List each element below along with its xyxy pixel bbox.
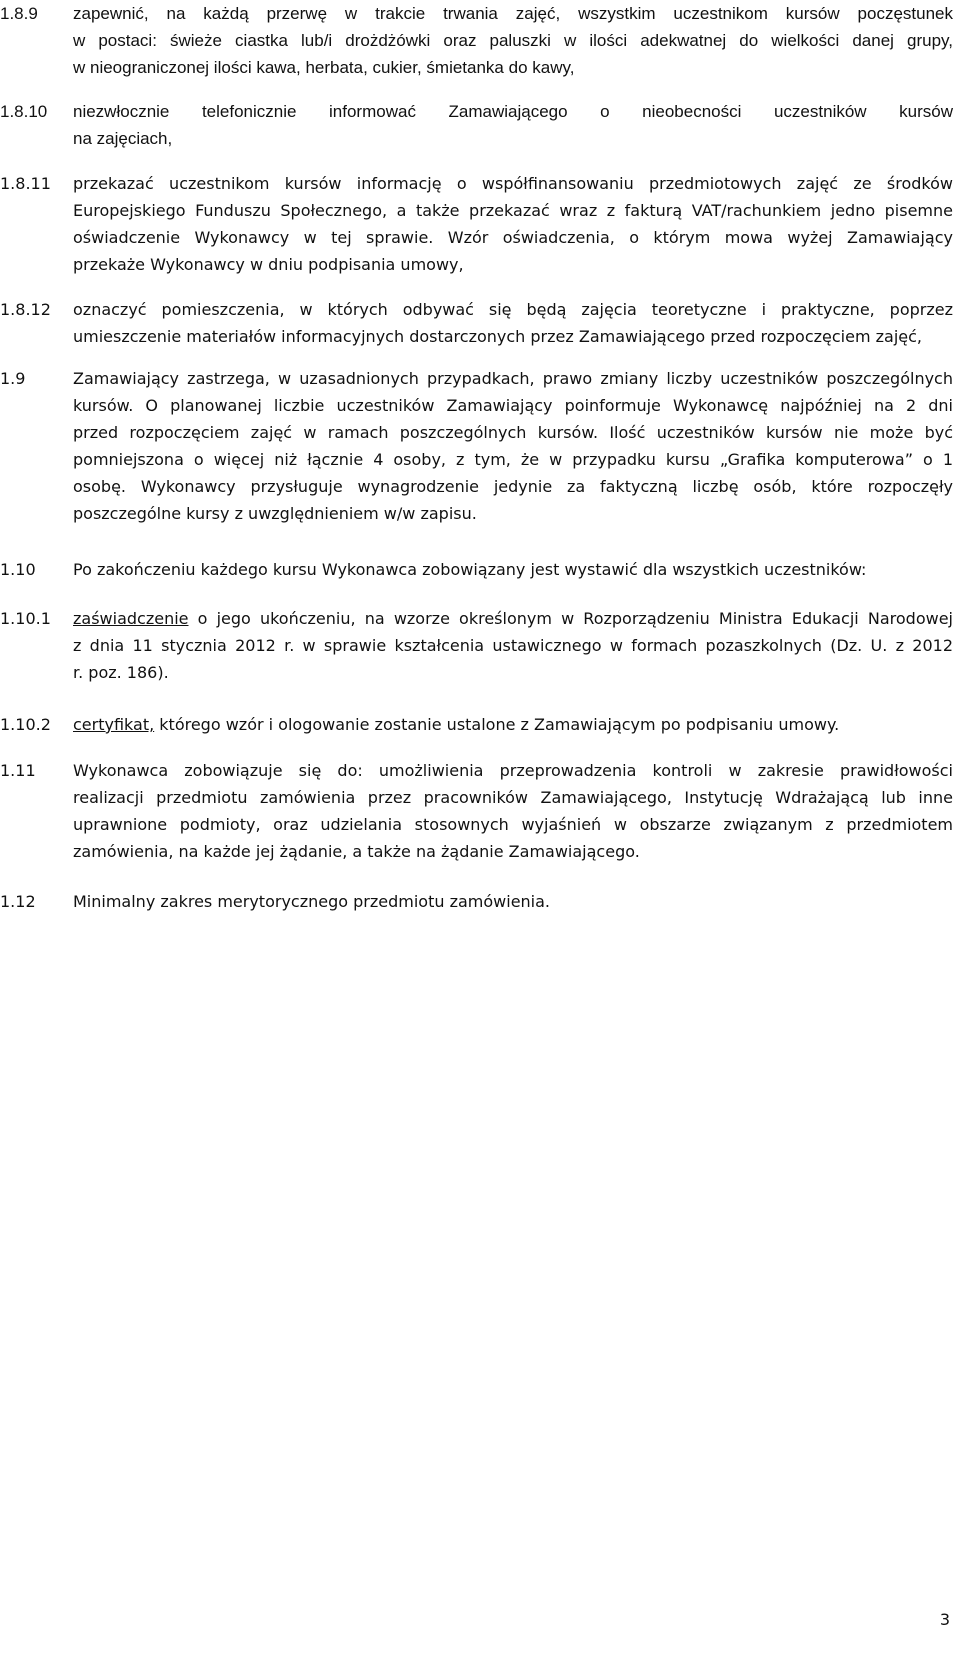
item-number: 1.11: [0, 761, 36, 780]
text-line: [73, 711, 953, 738]
item-number: 1.10.2: [0, 715, 51, 734]
text-fragment: którego wzór i ologowanie zostanie ustalone z Zamawiającym po podpisaniu umowy.: [159, 715, 840, 734]
text-line: r. poz. 186).: [73, 663, 169, 682]
item-number: 1.8.10: [0, 102, 48, 121]
text-line: przed rozpoczęciem zajęć w ramach poszczególnych kursów. Ilość uczestników kursów nie może być: [73, 423, 953, 442]
item-text: [73, 296, 953, 350]
item-text: [73, 98, 953, 152]
item-number: 1.8.9: [0, 4, 38, 23]
page-number: 3: [939, 1610, 950, 1629]
text-line: zamówienia, na każde jej żądanie, a także na żądanie Zamawiającego.: [73, 842, 640, 861]
text-line: osobę. Wykonawcy przysługuje wynagrodzenie jedynie za faktyczną liczbę osób, które rozpoczęły: [73, 477, 953, 496]
text-fragment: o jego ukończeniu, na wzorze określonym w Rozporządzeniu Ministra Edukacji Narodowej: [197, 609, 953, 628]
item-number: 1.10: [0, 560, 36, 579]
text-line: [73, 605, 953, 632]
item-number: 1.8.12: [0, 300, 51, 319]
text-line: pomniejszona o więcej niż łącznie 4 osoby, z tym, że w przypadku kursu „Grafika komputerowa” o 1: [73, 450, 953, 469]
text-line: przekaże Wykonawcy w dniu podpisania umowy,: [73, 255, 464, 274]
item-text: [73, 0, 953, 81]
item-text: [73, 711, 953, 738]
text-line: umieszczenie materiałów informacyjnych dostarczonych przez Zamawiającego przed rozpoczęciem zajęć,: [73, 327, 923, 346]
text-line: na zajęciach,: [73, 129, 173, 148]
text-line: realizacji przedmiotu zamówienia przez pracowników Zamawiającego, Instytucję Wdrażającą lub inne: [73, 788, 953, 807]
text-line: zapewnić, na każdą przerwę w trakcie trwania zajęć, wszystkim uczestnikom kursów poczęstunek: [73, 4, 953, 23]
text-line: Po zakończeniu każdego kursu Wykonawca zobowiązany jest wystawić dla wszystkich uczestników:: [73, 560, 867, 579]
item-number: 1.8.11: [0, 174, 51, 193]
text-line: uprawnione podmioty, oraz udzielania stosownych wyjaśnień w obszarze związanym z przedmiotem: [73, 815, 953, 834]
item-text: [73, 170, 953, 278]
item-text: [73, 888, 953, 915]
item-number: 1.10.1: [0, 609, 51, 628]
item-text: [73, 365, 953, 527]
text-line: w postaci: świeże ciastka lub/i drożdżówki oraz paluszki w ilości adekwatnej do wielkości danej grupy,: [73, 31, 953, 50]
item-text: [73, 556, 953, 583]
text-line: Europejskiego Funduszu Społecznego, a także przekazać wraz z fakturą VAT/rachunkiem jedno pisemne: [73, 201, 953, 220]
text-line: poszczególne kursy z uwzględnieniem w/w zapisu.: [73, 504, 477, 523]
text-line: oznaczyć pomieszczenia, w których odbywać się będą zajęcia teoretyczne i praktyczne, poprzez: [73, 300, 953, 319]
text-line: kursów. O planowanej liczbie uczestników Zamawiający poinformuje Wykonawcę najpóźniej na 2 dni: [73, 396, 953, 415]
text-line: Minimalny zakres merytorycznego przedmiotu zamówienia.: [73, 892, 551, 911]
text-line: w nieograniczonej ilości kawa, herbata, cukier, śmietanka do kawy,: [73, 58, 575, 77]
text-line: oświadczenie Wykonawcy w tej sprawie. Wzór oświadczenia, o którym mowa wyżej Zamawiający: [73, 228, 953, 247]
item-text: [73, 757, 953, 865]
underlined-term: zaświadczenie: [73, 609, 189, 628]
text-line: z dnia 11 stycznia 2012 r. w sprawie kształcenia ustawicznego w formach pozaszkolnych (Dz. U. z 2012: [73, 636, 953, 655]
item-text: [73, 605, 953, 686]
text-line: przekazać uczestnikom kursów informację o współfinansowaniu przedmiotowych zajęć ze środków: [73, 174, 953, 193]
text-line: niezwłocznie telefonicznie informować Zamawiającego o nieobecności uczestników kursów: [73, 102, 953, 121]
underlined-term: certyfikat,: [73, 715, 155, 734]
text-line: Wykonawca zobowiązuje się do: umożliwienia przeprowadzenia kontroli w zakresie prawidłowości: [73, 761, 953, 780]
item-number: 1.9: [0, 369, 26, 388]
item-number: 1.12: [0, 892, 36, 911]
text-line: Zamawiający zastrzega, w uzasadnionych przypadkach, prawo zmiany liczby uczestników poszczególnych: [73, 369, 953, 388]
